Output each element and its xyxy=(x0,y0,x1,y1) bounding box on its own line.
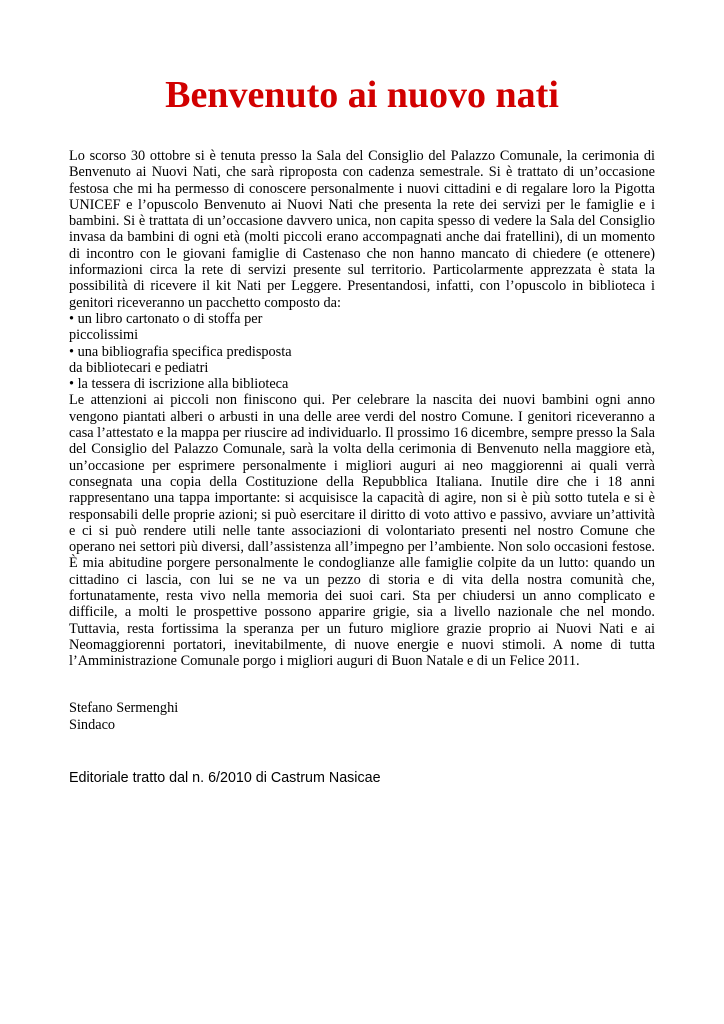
list-item-book: • un libro cartonato o di stoffa per xyxy=(69,310,263,327)
list-item-bibliography-continued: da bibliotecari e pediatri xyxy=(69,359,209,376)
signature-role: Sindaco xyxy=(69,717,116,733)
document-body xyxy=(69,148,655,670)
list-item-library-card: • la tessera di iscrizione alla biblioteca xyxy=(69,376,289,393)
list-item-book-continued: piccolissimi xyxy=(69,327,139,344)
paragraph-intro: Lo scorso 30 ottobre si è tenuta presso la Sala del Consiglio del Palazzo Comunale, la cerimonia di Benvenuto ai Nuovi Nati, che sarà riproposta con cadenza semestrale. Si è trattato di un’occasione festosa che mi ha permesso di conoscere personalmente i nuovi cittadini e di regalare loro la Pigotta UNICEF e l’opuscolo Benvenuto ai Nuovi Nati che presenta la rete dei servizi per le famiglie e i bambini. Si è trattata di un’occasione davvero unica, non capita spesso di vedere la Sala del Consiglio invasa da bambini di ogni età (molti piccoli erano accompagnati anche dai fratellini), di un momento di incontro con le giovani famiglie di Castenaso che non hanno mancato di chiedere (e ottenere) informazioni circa la rete di servizi presente sul territorio. Particolarmente apprezzata è stata la possibilità di ricevere il kit Nati per Leggere. Presentandosi, infatti, con l’opuscolo in biblioteca i genitori riceveranno un pacchetto composto da: xyxy=(69,148,655,311)
document-title: Benvenuto ai nuovo nati xyxy=(165,74,559,116)
list-item-bibliography: • una bibliografia specifica predisposta xyxy=(69,343,292,360)
source-credit: Editoriale tratto dal n. 6/2010 di Castrum Nasicae xyxy=(69,770,381,786)
signature-name: Stefano Sermenghi xyxy=(69,700,179,716)
kit-list xyxy=(69,311,655,392)
signature-block xyxy=(69,700,178,734)
paragraph-main: Le attenzioni ai piccoli non finiscono qui. Per celebrare la nascita dei nuovi bambini ogni anno vengono piantati alberi o arbusti in una delle aree verdi del nostro Comune. I genitori riceveranno a casa l’attestato e la mappa per riuscire ad individuarlo. Il prossimo 16 dicembre, sempre presso la Sala del Consiglio del Palazzo Comunale, sarà la volta della cerimonia di Benvenuto nella maggiore età, un’occasione per esprimere personalmente i migliori auguri ai neo maggiorenni ai quali verrà consegnata una copia della Costituzione della Repubblica Italiana. Inutile dire che i 18 anni rappresentano una tappa importante: si acquisisce la capacità di agire, non si è più sotto tutela e si è responsabili delle proprie azioni; si può esercitare il diritto di voto attivo e passivo, avviare un’attività e ci si può rendere utili nelle tante associazioni di volontariato presenti nel nostro Comune che operano nei settori più diversi, dall’assistenza all’impegno per l’ambiente. Non solo occasioni festose. È mia abitudine porgere personalmente le condoglianze alle famiglie colpite da un lutto: quando un cittadino ci lascia, con lui se ne va un pezzo di storia e di vita della nostra comunità che, fortunatamente, resta vivo nella memoria dei suoi cari. Sta per chiudersi un anno complicato e difficile, a molti le prospettive possono apparire grigie, sia a livello nazionale che nel mondo. Tuttavia, resta fortissima la speranza per un futuro migliore grazie proprio ai Nuovi Nati e ai Neomaggiorenni portatori, inevitabilmente, di nuove energie e nuovi stimoli. A nome di tutta l’Amministrazione Comunale porgo i migliori auguri di Buon Natale e di un Felice 2011. xyxy=(69,392,655,670)
